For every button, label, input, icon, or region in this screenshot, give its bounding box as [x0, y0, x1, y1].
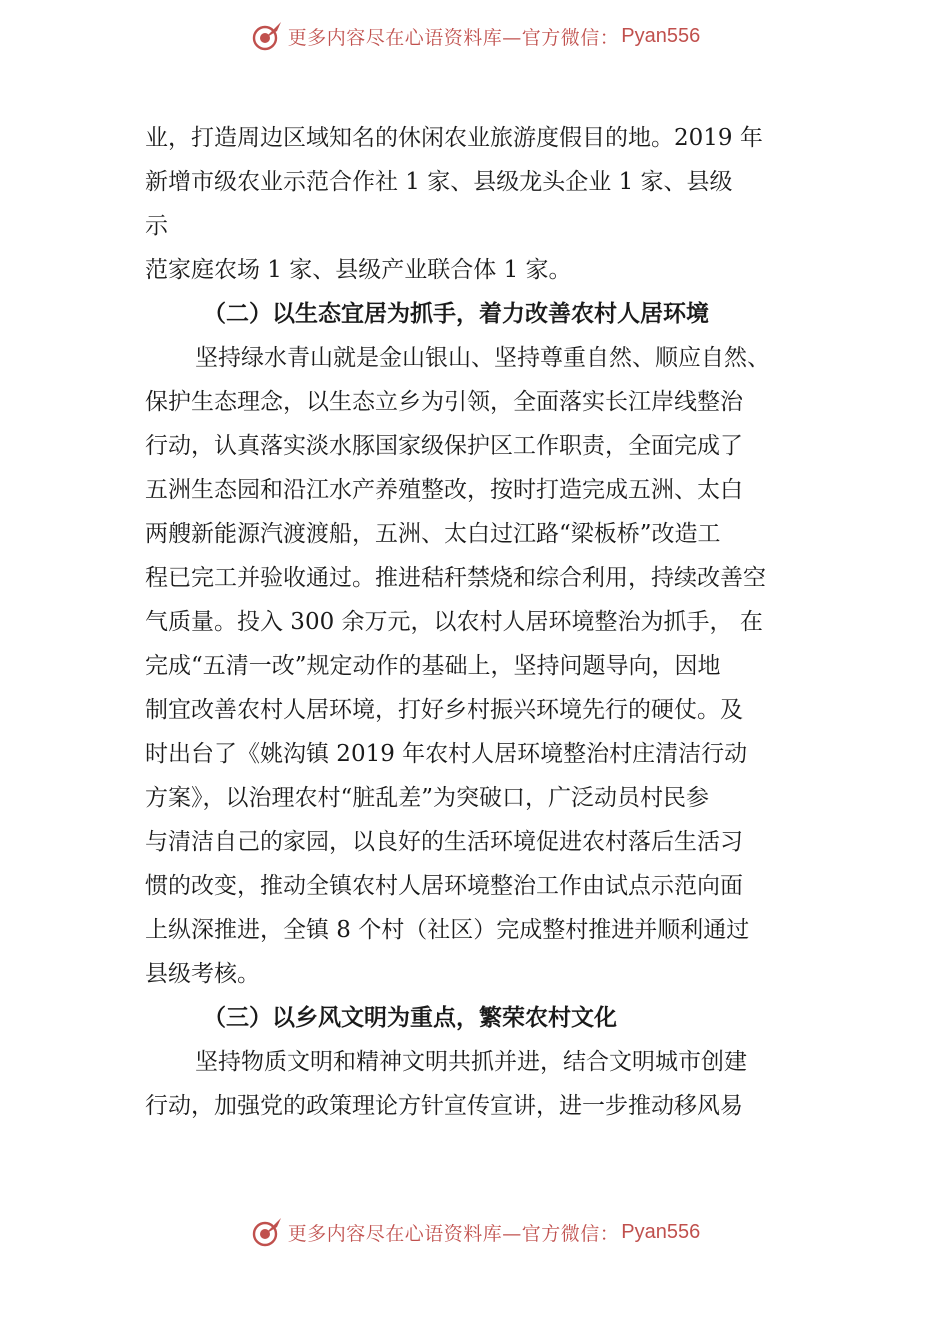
text-line: 业，打造周边区域知名的休闲农业旅游度假目的地。2019 年: [145, 125, 763, 151]
watermark-text: 更多内容尽在心语资料库—官方微信：: [287, 1222, 620, 1245]
quill-logo-icon: [250, 1215, 284, 1249]
text-line: 惯的改变，推动全镇农村人居环境整治工作由试点示范向面: [145, 873, 743, 899]
quill-logo-icon: [250, 19, 284, 53]
section-heading: （三）以乡风文明为重点，繁荣农村文化: [203, 1005, 617, 1031]
text-line: 完成“五清一改”规定动作的基础上，坚持问题导向，因地: [145, 653, 721, 679]
text-line: 新增市级农业示范合作社 1 家、县级龙头企业 1 家、县级: [145, 169, 733, 195]
text-line: 两艘新能源汽渡渡船，五洲、太白过江路“梁板桥”改造工: [145, 521, 721, 547]
text-line: 制宜改善农村人居环境，打好乡村振兴环境先行的硬仗。及: [145, 697, 743, 723]
watermark-account: Pyan556: [621, 24, 701, 47]
footer-watermark: [0, 1212, 950, 1252]
text-line: 方案》，以治理农村“脏乱差”为突破口，广泛动员村民参: [145, 785, 710, 811]
text-line: 气质量。投入 300 余万元，以农村人居环境整治为抓手， 在: [145, 609, 763, 635]
text-line: 范家庭农场 1 家、县级产业联合体 1 家。: [145, 257, 572, 283]
text-line: 保护生态理念，以生态立乡为引领，全面落实长江岸线整治: [145, 389, 743, 415]
text-line: 程已完工并验收通过。推进秸秆禁烧和综合利用，持续改善空: [145, 565, 766, 591]
paragraph: [145, 1040, 810, 1128]
text-line: 县级考核。: [145, 961, 260, 987]
paragraph: [145, 116, 810, 292]
paragraph: [145, 336, 810, 996]
document-body: [145, 116, 810, 1128]
text-line: 五洲生态园和沿江水产养殖整改，按时打造完成五洲、太白: [145, 477, 743, 503]
text-line: 坚持绿水青山就是金山银山、坚持尊重自然、顺应自然、: [195, 345, 770, 371]
text-line: 与清洁自己的家园，以良好的生活环境促进农村落后生活习: [145, 829, 743, 855]
watermark-text: 更多内容尽在心语资料库—官方微信：: [287, 26, 620, 49]
text-line: 行动，认真落实淡水豚国家级保护区工作职责，全面完成了: [145, 433, 743, 459]
header-watermark: [0, 16, 950, 56]
text-line: 示: [145, 213, 168, 239]
text-line: 时出台了《姚沟镇 2019 年农村人居环境整治村庄清洁行动: [145, 741, 748, 767]
watermark-account: Pyan556: [621, 1220, 701, 1243]
text-line: 上纵深推进，全镇 8 个村（社区）完成整村推进并顺利通过: [145, 917, 750, 943]
text-line: 行动，加强党的政策理论方针宣传宣讲，进一步推动移风易: [145, 1093, 743, 1119]
text-line: 坚持物质文明和精神文明共抓并进，结合文明城市创建: [195, 1049, 747, 1075]
section-heading: （二）以生态宜居为抓手，着力改善农村人居环境: [203, 301, 709, 327]
